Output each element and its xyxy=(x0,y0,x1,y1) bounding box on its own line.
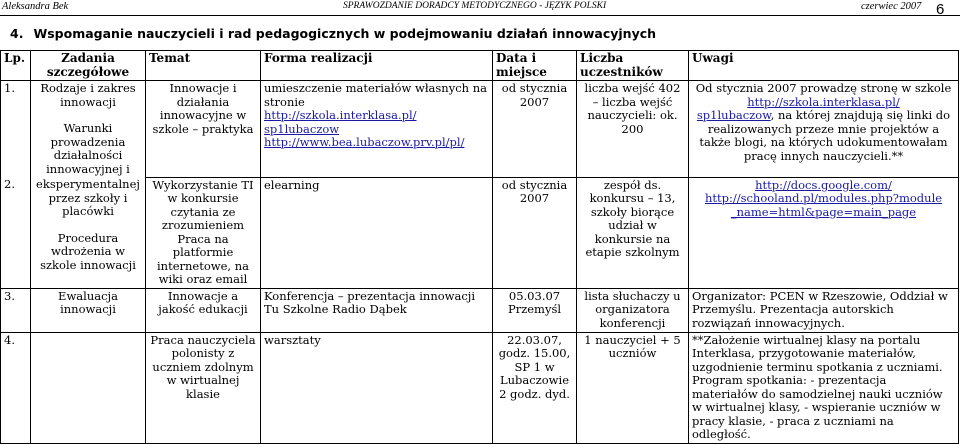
cell-temat: Wykorzystanie TI w konkursie czytania ze zrozumieniem Praca na platformie internetowe, na wiki oraz email xyxy=(146,177,261,288)
table-row xyxy=(1,288,959,332)
cell-liczba: lista słuchaczy u organizatora konferencji xyxy=(577,288,689,332)
uwagi-link-interklasa[interactable]: http://szkola.interklasa.pl/ xyxy=(747,94,900,109)
cell-liczba: zespół ds. konkursu – 13, szkoły biorące udział w konkursie na etapie szkolnym xyxy=(577,177,689,288)
activities-table xyxy=(0,50,959,444)
col-temat: Temat xyxy=(146,51,261,81)
col-zadania: Zadania szczegółowe xyxy=(31,51,146,81)
page-number: 6 xyxy=(936,1,945,18)
cell-zadania-empty xyxy=(31,332,146,443)
section-title-text: Wspomaganie nauczycieli i rad pedagogicznych w podejmowaniu działań innowacyjnych xyxy=(33,26,657,41)
header-author: Aleksandra Bek xyxy=(2,1,69,12)
table-header-row xyxy=(1,51,959,81)
table-row xyxy=(1,332,959,443)
cell-temat: Innowacje a jakość edukacji xyxy=(146,288,261,332)
uwagi-link-schooland[interactable]: http://schooland.pl/modules.php?module _name=html&page=main_page xyxy=(704,191,943,219)
cell-lp: 1. xyxy=(1,81,31,178)
forma-text: umieszczenie materiałów własnych na stronie xyxy=(264,81,487,109)
uwagi-link-google-docs[interactable]: http://docs.google.com/ xyxy=(755,177,892,192)
cell-data: 05.03.07 Przemyśl xyxy=(493,288,577,332)
page-header xyxy=(0,0,960,16)
cell-zadania xyxy=(31,177,146,288)
zadania-part-b: Procedura wdrożenia w szkole innowacji xyxy=(40,230,136,272)
header-date: czerwiec 2007 xyxy=(861,1,922,12)
col-data: Data i miejsce xyxy=(493,51,577,81)
cell-forma: elearning xyxy=(261,177,493,288)
col-forma: Forma realizacji xyxy=(261,51,493,81)
cell-uwagi: **Założenie wirtualnej klasy na portalu Interklasa, przygotowanie materiałów, uzgodnienie terminu spotkania z uczniami. Program spotkania: - prezentacja materiałów do samodzielnej nauki uczniów w wirtualnej klasy, - wspieranie uczniów w pracy klasie, - praca z uczniami na odległość. xyxy=(689,332,959,443)
zadania-part-b: Warunki prowadzenia działalności innowacyjnej i xyxy=(46,121,130,176)
zadania-part-a: eksperymentalnej przez szkoły i placówki xyxy=(36,177,140,218)
cell-uwagi xyxy=(689,177,959,288)
cell-uwagi: Organizator: PCEN w Rzeszowie, Oddział w Przemyślu. Prezentacja autorskich rozwiązań innowacyjnych. xyxy=(689,288,959,332)
section-number: 4. xyxy=(10,26,24,41)
cell-temat: Praca nauczyciela polonisty z uczniem zdolnym w wirtualnej klasie xyxy=(146,332,261,443)
section-title xyxy=(10,26,656,41)
cell-data: 22.03.07, godz. 15.00, SP 1 w Lubaczowie 2 godz. dyd. xyxy=(493,332,577,443)
cell-zadania xyxy=(31,81,146,178)
zadania-part-a: Rodzaje i zakres innowacji xyxy=(40,81,136,109)
uwagi-rest: , na której znajdują się linki do realizowanych przeze mnie projektów a także blogi, na których udokumentowałam pracę innych nauczycieli.** xyxy=(699,108,951,163)
cell-liczba: liczba wejść 402 – liczba wejść nauczycieli: ok. 200 xyxy=(577,81,689,178)
col-uwagi: Uwagi xyxy=(689,51,959,81)
cell-liczba: 1 nauczyciel + 5 uczniów xyxy=(577,332,689,443)
table-row xyxy=(1,177,959,288)
cell-forma xyxy=(261,81,493,178)
cell-temat: Innowacje i działania innowacyjne w szkole – praktyka xyxy=(146,81,261,178)
uwagi-text: Od stycznia 2007 prowadzę stronę w szkole xyxy=(695,81,952,95)
cell-lp: 4. xyxy=(1,332,31,443)
table-row xyxy=(1,81,959,178)
cell-zadania: Ewaluacja innowacji xyxy=(31,288,146,332)
cell-forma: Konferencja – prezentacja innowacji Tu Szkolne Radio Dąbek xyxy=(261,288,493,332)
col-lp: Lp. xyxy=(1,51,31,81)
cell-data: od stycznia 2007 xyxy=(493,81,577,178)
forma-link-bea[interactable]: http://www.bea.lubaczow.prv.pl/pl/ xyxy=(264,135,465,149)
cell-uwagi xyxy=(689,81,959,178)
col-liczba: Liczba uczestników xyxy=(577,51,689,81)
cell-forma: warsztaty xyxy=(261,332,493,443)
uwagi-link-sp1lubaczow[interactable]: sp1lubaczow xyxy=(696,108,771,122)
forma-link-sp1lubaczow[interactable]: sp1lubaczow xyxy=(264,121,340,136)
header-report-title: SPRAWOZDANIE DORADCY METODYCZNEGO - JĘZYK POLSKI xyxy=(343,1,607,11)
cell-data: od stycznia 2007 xyxy=(493,177,577,288)
cell-lp: 2. xyxy=(1,177,31,288)
cell-lp: 3. xyxy=(1,288,31,332)
forma-link-interklasa[interactable]: http://szkola.interklasa.pl/ xyxy=(264,108,417,122)
